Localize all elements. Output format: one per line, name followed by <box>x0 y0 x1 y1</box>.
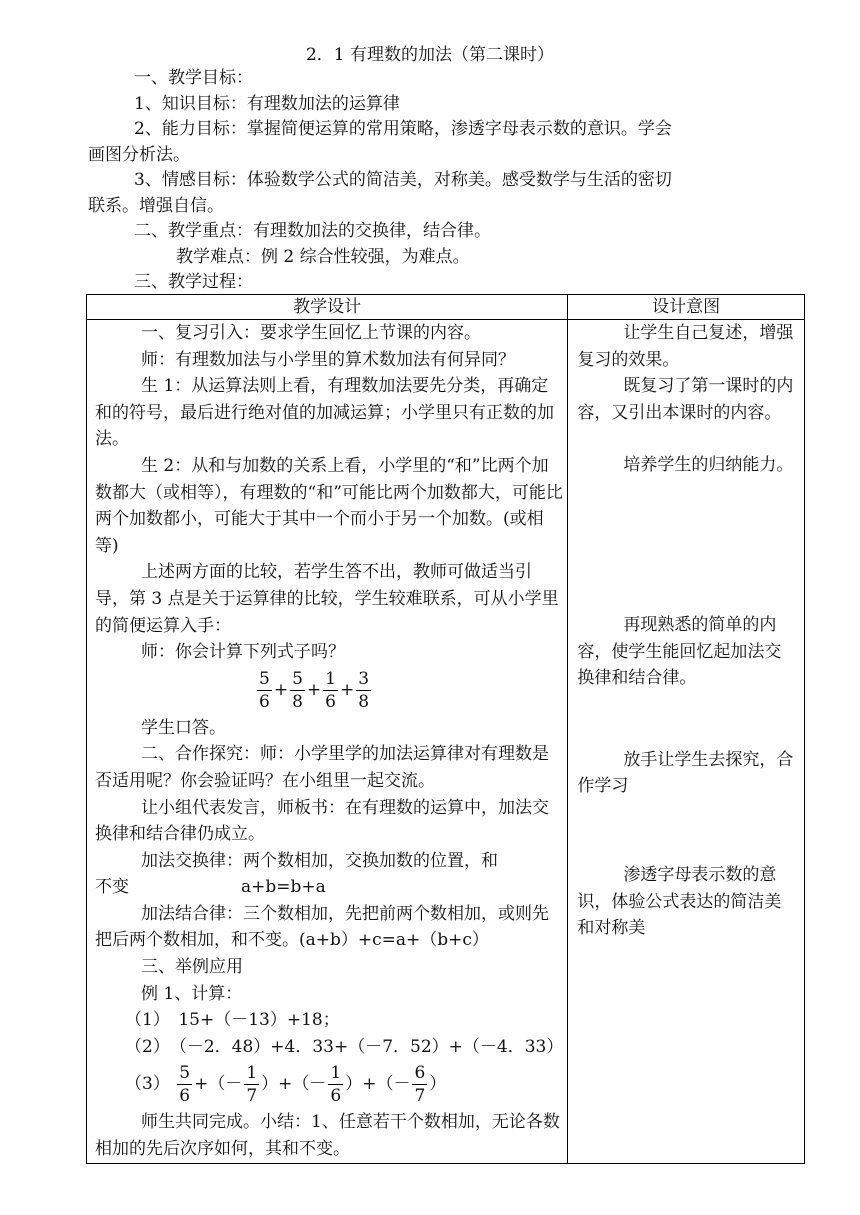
intent-6: 渗透字母表示数的意识，体验公式表达的简洁美和对称美 <box>577 864 782 939</box>
fraction: $\frac{1}{7}$ <box>246 1063 258 1107</box>
fraction: $\frac{5}{6}$ <box>259 668 270 712</box>
design-p9: 让小组代表发言，师板书：在有理数的运算中，加法交换律和结合律仍成立。 <box>95 797 549 845</box>
header-design: 教学设计 <box>87 295 568 320</box>
objective-emotion-line1: 3、情感目标：体验数学公式的简洁美，对称美。感受数学与生活的密切 <box>134 170 672 190</box>
spacer <box>577 800 798 862</box>
header-intent: 设计意图 <box>568 295 805 320</box>
commutative-formula: a+b=b+a <box>241 877 326 898</box>
design-p10-line2: 不变 a+b=b+a <box>95 877 326 898</box>
fraction: $\frac{5}{8}$ <box>292 668 303 712</box>
table-body-row <box>87 320 805 1164</box>
design-p12: 三、举例应用 <box>141 957 243 978</box>
table-header-row <box>87 295 805 320</box>
spacer <box>577 479 798 612</box>
example-3: （3） $\frac{5}{6}$ +（－ $\frac{1}{7}$ ）+（－ $\frac{1}{6}$ ）+（－ $\frac{6}{7}$ ） <box>125 1063 447 1107</box>
design-p13: 例 1、计算： <box>141 983 243 1004</box>
intent-4: 再现熟悉的简单的内容，使学生能回忆起加法交换律和结合律。 <box>577 614 782 689</box>
fraction-expression: $\frac{5}{6}$ + $\frac{5}{8}$ + $\frac{1}{6}$ + $\frac{3}{8}$ <box>259 668 370 712</box>
fraction: $\frac{1}{6}$ <box>330 1063 342 1107</box>
fraction: $\frac{6}{7}$ <box>414 1063 426 1107</box>
objectives-heading: 一、教学目标： <box>134 68 253 88</box>
objective-ability-line1: 2、能力目标：掌握简便运算的常用策略，渗透字母表示数的意识。学会 <box>134 119 672 139</box>
intent-2: 既复习了第一课时的内容，又引出本课时的内容。 <box>577 376 794 423</box>
example-1: （1） 15+（－13）+18； <box>125 1010 340 1031</box>
intent-cell <box>568 320 805 1164</box>
design-cell <box>87 320 568 1164</box>
fraction: $\frac{5}{6}$ <box>179 1063 191 1107</box>
intent-5: 放手让学生去探究，合作学习 <box>577 749 794 797</box>
page-title: 2．1 有理数的加法（第二课时） <box>305 45 555 65</box>
fraction: $\frac{3}{8}$ <box>358 668 370 712</box>
design-p2: 师：有理数加法与小学里的算术数加法有何异同？ <box>141 349 515 370</box>
design-p4: 生 2：从和与加数的关系上看，小学里的“和”比两个加数都大（或相等），有理数的“和”可能比两个加数都大，可能比两个加数都小，可能大于其中一个而小于另一个加数。(或相等) <box>95 455 563 556</box>
design-p6: 师：你会计算下列式子吗？ <box>141 642 345 663</box>
design-p10-line1: 加法交换律：两个数相加，交换加数的位置，和 <box>141 850 498 871</box>
design-p11: 加法结合律：三个数相加，先把前两个数相加，或则先把后两个数相加，和不变。(a+b）+c=a+（b+c） <box>95 903 549 951</box>
intent-3: 培养学生的归纳能力。 <box>623 455 794 476</box>
intent-1: 让学生自己复述，增强复习的效果。 <box>577 323 794 370</box>
key-point: 二、教学重点：有理数加法的交换律，结合律。 <box>134 221 491 241</box>
design-p14: 师生共同完成。小结：1、任意若干个数相加，无论各数相加的先后次序如何，其和不变。 <box>95 1112 560 1160</box>
design-p5: 上述两方面的比较，若学生答不出，教师可做适当引导，第 3 点是关于运算律的比较，学生较难联系，可从小学里的简便运算入手： <box>95 562 559 636</box>
design-p7: 学生口答。 <box>141 717 226 738</box>
design-p8: 二、合作探究：师：小学里学的加法运算律对有理数是否适用呢？你会验证吗？在小组里一起交流。 <box>95 744 549 791</box>
spacer <box>577 426 798 452</box>
fraction: $\frac{1}{6}$ <box>325 668 336 712</box>
process-heading: 三、教学过程： <box>134 272 253 292</box>
lesson-intro <box>88 66 788 296</box>
lesson-table <box>86 294 805 1164</box>
design-p3: 生 1：从运算法则上看，有理数加法要先分类，再确定和的符号，最后进行绝对值的加减运算；小学里只有正数的加法。 <box>95 376 554 450</box>
objective-ability-line2: 画图分析法。 <box>88 144 190 165</box>
objective-knowledge: 1、知识目标：有理数加法的运算律 <box>134 93 400 114</box>
design-p1: 一、复习引入：要求学生回忆上节课的内容。 <box>141 323 481 343</box>
spacer <box>577 692 798 747</box>
example-2: （2） （－2．48）+4．33+（－7．52）+（－4．33） <box>125 1036 564 1057</box>
objective-emotion-line2: 联系。增强自信。 <box>88 195 224 216</box>
difficulty: 教学难点：例 2 综合性较强，为难点。 <box>176 246 470 267</box>
